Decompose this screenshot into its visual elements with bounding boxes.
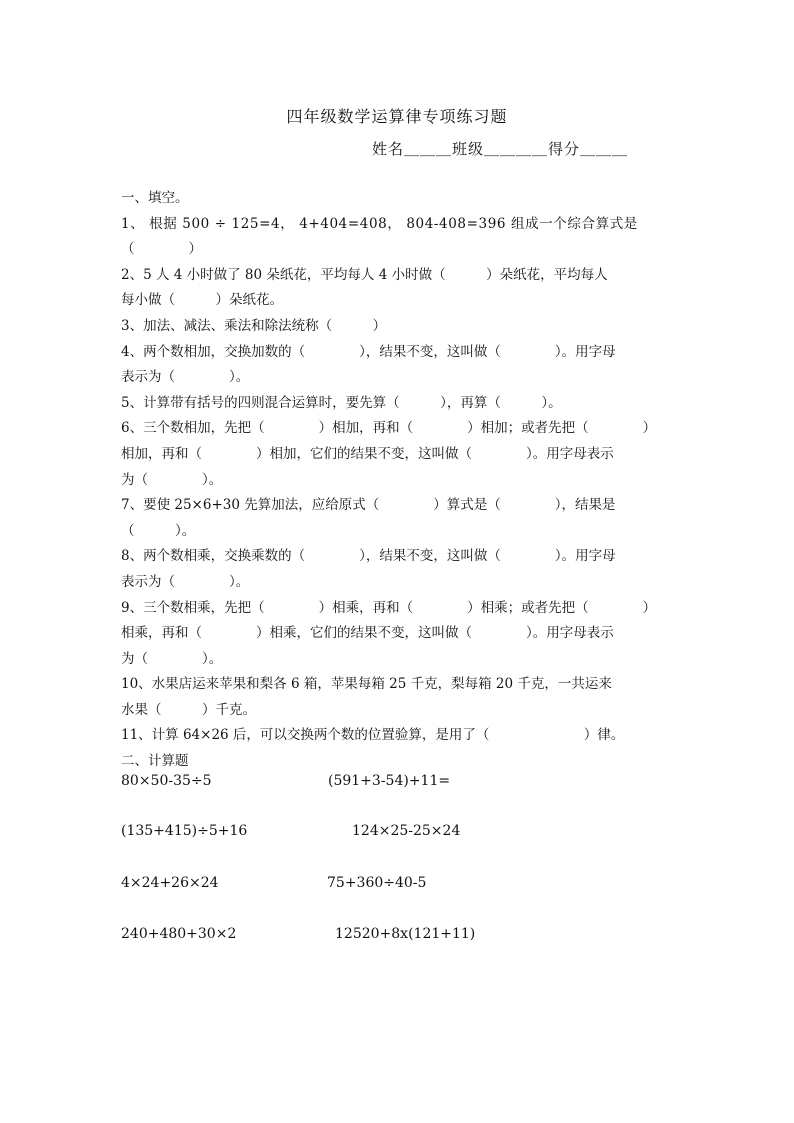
calc-expression: 4×24+26×24 bbox=[121, 875, 219, 891]
question-line: 7、要使 25×6+30 先算加法，应给原式（ ）算式是（ ），结果是 bbox=[121, 497, 616, 514]
question-line: 3、加法、减法、乘法和除法统称（ ） bbox=[121, 317, 387, 334]
question-line: 每小做（ ）朵纸花。 bbox=[121, 292, 283, 309]
question-line: 9、三个数相乘，先把（ ）相乘，再和（ ）相乘；或者先把（ ） bbox=[121, 599, 657, 616]
calc-expression: 240+480+30×2 bbox=[121, 926, 237, 942]
question-line: （ ） bbox=[121, 241, 202, 258]
calc-expression: (135+415)÷5+16 bbox=[121, 823, 248, 839]
page-title: 四年级数学运算律专项练习题 bbox=[286, 107, 508, 126]
section-heading-fill-blank: 一、填空。 bbox=[121, 190, 189, 206]
section-heading-calculation: 二、计算题 bbox=[121, 753, 189, 770]
calc-expression: 12520+8x(121+11) bbox=[335, 926, 476, 942]
calc-expression: 80×50-35÷5 bbox=[121, 773, 212, 789]
question-line: 相乘，再和（ ）相乘，它们的结果不变，这叫做（ ）。用字母表示 bbox=[121, 625, 614, 642]
question-line: 水果（ ）千克。 bbox=[121, 701, 256, 718]
calc-expression: 75+360÷40-5 bbox=[327, 875, 427, 891]
question-line: 6、三个数相加，先把（ ）相加，再和（ ）相加；或者先把（ ） bbox=[121, 420, 657, 437]
question-line: 表示为（ ）。 bbox=[121, 369, 250, 386]
question-line: 10、水果店运来苹果和梨各 6 箱，苹果每箱 25 千克，梨每箱 20 千克，一共运来 bbox=[121, 676, 612, 693]
calc-expression: 124×25-25×24 bbox=[352, 823, 461, 839]
question-line: 相加，再和（ ）相加，它们的结果不变，这叫做（ ）。用字母表示 bbox=[121, 445, 614, 462]
question-line: 1、 根据 500 ÷ 125=4， 4+404=408， 804-408=396 组成一个综合算式是 bbox=[121, 215, 638, 232]
question-line: 2、5 人 4 小时做了 80 朵纸花，平均每人 4 小时做（ ）朵纸花，平均每人 bbox=[121, 266, 608, 283]
question-line: 8、两个数相乘，交换乘数的（ ），结果不变，这叫做（ ）。用字母 bbox=[121, 548, 616, 565]
question-line: 为（ ）。 bbox=[121, 471, 223, 488]
student-info-line: 姓名＿＿＿班级＿＿＿＿得分＿＿＿ bbox=[372, 140, 629, 158]
question-line: 4、两个数相加，交换加数的（ ），结果不变，这叫做（ ）。用字母 bbox=[121, 343, 616, 360]
question-line: 表示为（ ）。 bbox=[121, 573, 250, 590]
calc-expression: (591+3-54)+11= bbox=[328, 773, 451, 789]
question-line: 为（ ）。 bbox=[121, 650, 223, 667]
question-line: 11、计算 64×26 后，可以交换两个数的位置验算，是用了（ ）律。 bbox=[121, 727, 625, 744]
question-line: 5、计算带有括号的四则混合运算时，要先算（ ），再算（ ）。 bbox=[121, 394, 562, 411]
fill-blank-section bbox=[121, 186, 677, 775]
question-line: （ ）。 bbox=[121, 522, 196, 539]
